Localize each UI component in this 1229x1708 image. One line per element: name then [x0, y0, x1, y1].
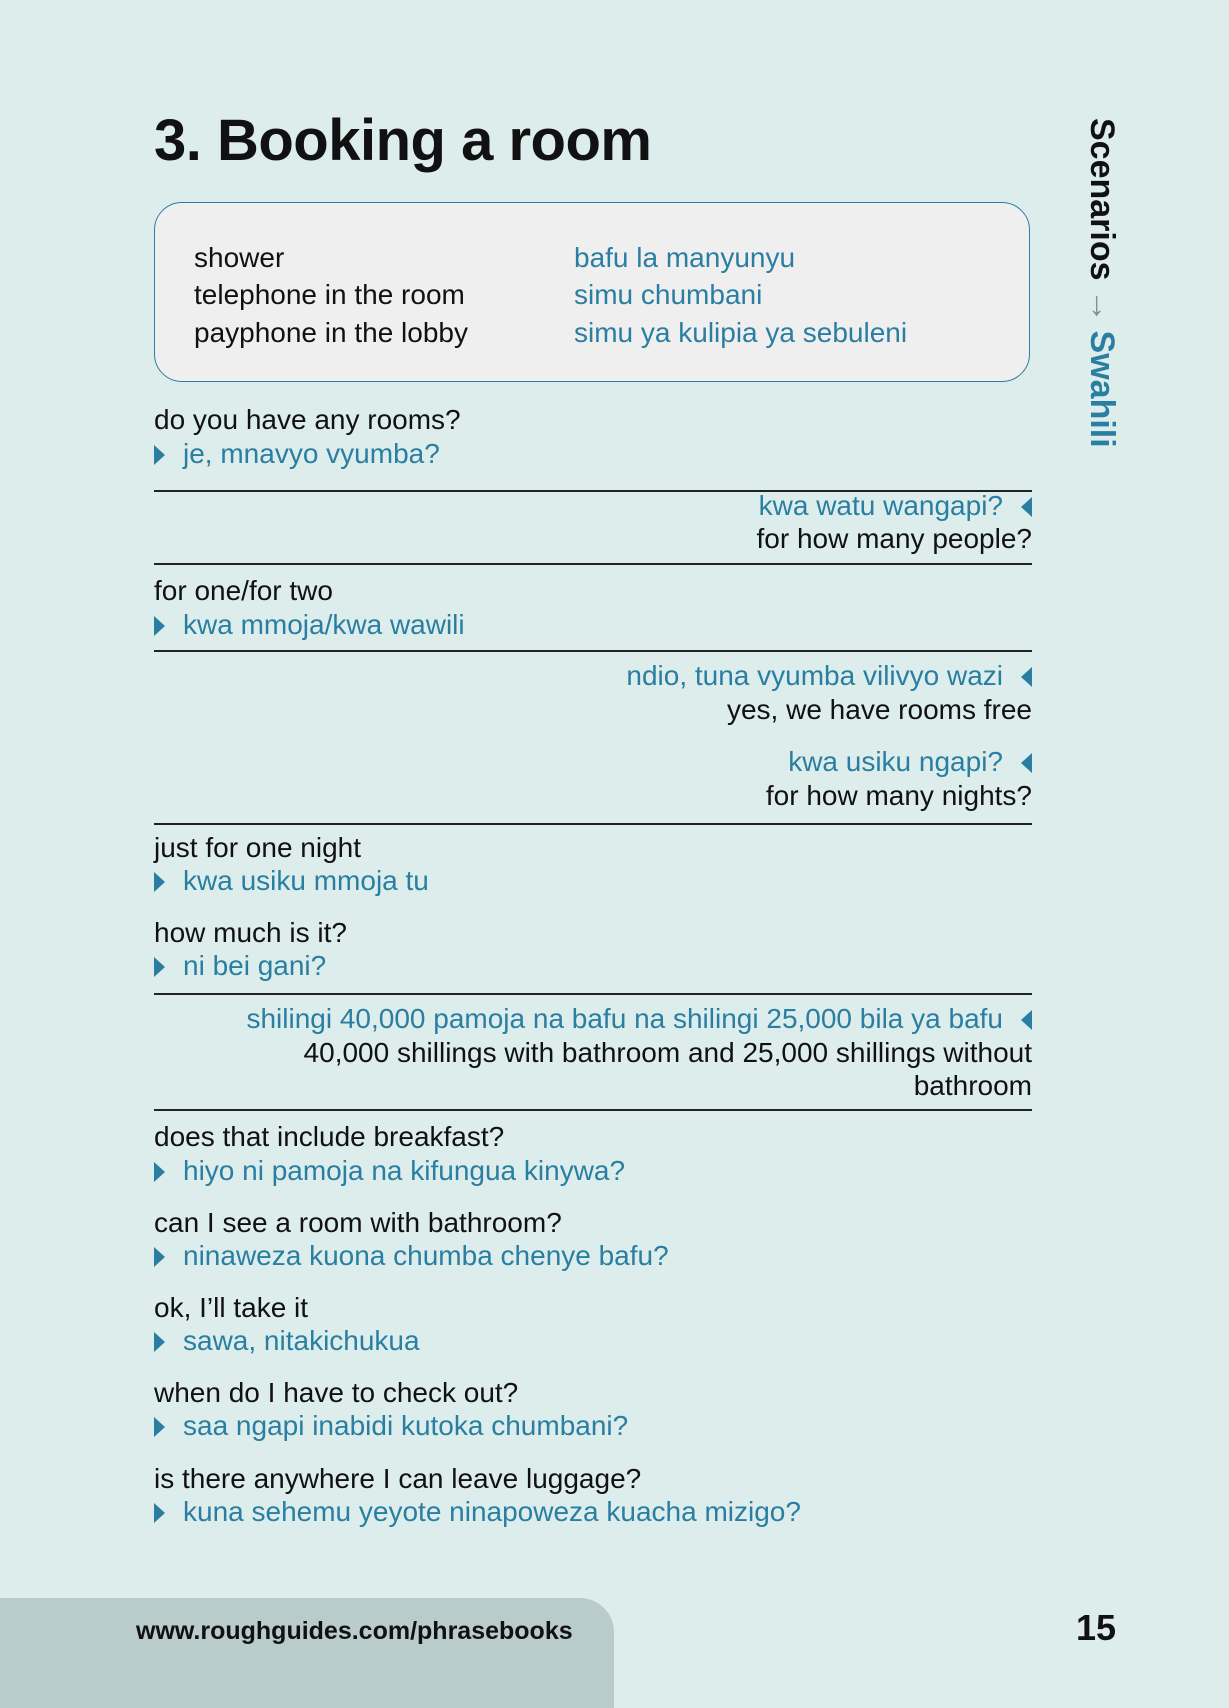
divider: [154, 650, 1032, 652]
section-side-label: [1082, 118, 1122, 448]
vocab-row: [194, 239, 994, 276]
phrase-swahili: [154, 1154, 1032, 1188]
speaker-arrow-right-icon: [154, 1247, 165, 1267]
vocab-swahili: bafu la manyunyu: [574, 242, 796, 273]
phrase-swahili: [154, 489, 1032, 523]
phrase-swahili-text: hiyo ni pamoja na kifungua kinywa?: [183, 1155, 626, 1186]
phrase-swahili: [154, 1324, 1032, 1358]
phrase-english: does that include breakfast?: [154, 1121, 505, 1152]
page-number: 15: [1076, 1607, 1117, 1648]
footer-url[interactable]: www.roughguides.com/phrasebooks: [136, 1617, 573, 1645]
phrase-english: ok, I’ll take it: [154, 1292, 309, 1323]
speaker-arrow-right-icon: [154, 872, 165, 892]
speaker-arrow-left-icon: [1021, 497, 1032, 517]
divider: [154, 993, 1032, 995]
vocab-english: telephone in the room: [194, 279, 465, 310]
vocab-row: [194, 276, 994, 313]
phrase-english: for how many nights?: [765, 780, 1032, 811]
phrase-swahili-text: kwa usiku ngapi?: [788, 746, 1003, 777]
divider: [154, 823, 1032, 825]
speaker-arrow-right-icon: [154, 1332, 165, 1352]
phrase-swahili-text: ninaweza kuona chumba chenye bafu?: [183, 1240, 669, 1271]
phrase-swahili: [154, 1409, 1032, 1443]
speaker-arrow-right-icon: [154, 616, 165, 636]
speaker-arrow-right-icon: [154, 1417, 165, 1437]
phrase-swahili-text: je, mnavyo vyumba?: [183, 438, 440, 469]
vocab-swahili: simu chumbani: [574, 279, 763, 310]
phrase-english: yes, we have rooms free: [726, 694, 1032, 725]
vocab-swahili: simu ya kulipia ya sebuleni: [574, 317, 908, 348]
phrase-english: can I see a room with bathroom?: [154, 1207, 562, 1238]
phrase-english: 40,000 shillings with bathroom and 25,000 shillings without bathroom: [303, 1037, 1032, 1101]
vocab-row: [194, 314, 994, 351]
vocabulary-box: [154, 202, 1030, 382]
divider: [154, 563, 1032, 565]
phrase-english: for how many people?: [756, 523, 1032, 554]
phrase-swahili: [154, 659, 1032, 693]
phrase-english: do you have any rooms?: [154, 404, 461, 435]
vocab-english: shower: [194, 242, 285, 273]
phrase-swahili: [154, 437, 1032, 471]
speaker-arrow-right-icon: [154, 445, 165, 465]
phrase-swahili: [154, 1002, 1032, 1036]
phrase-swahili: [154, 608, 1032, 642]
phrase-english: is there anywhere I can leave luggage?: [154, 1463, 642, 1494]
phrase-english: just for one night: [154, 832, 362, 863]
divider: [154, 1109, 1032, 1111]
speaker-arrow-left-icon: [1021, 1010, 1032, 1030]
phrase-swahili-text: shilingi 40,000 pamoja na bafu na shilingi 25,000 bila ya bafu: [246, 1003, 1003, 1034]
phrase-swahili-text: kwa mmoja/kwa wawili: [183, 609, 465, 640]
speaker-arrow-left-icon: [1021, 753, 1032, 773]
phrase-english: how much is it?: [154, 917, 347, 948]
phrase-swahili-text: kwa usiku mmoja tu: [183, 865, 429, 896]
speaker-arrow-right-icon: [154, 1162, 165, 1182]
speaker-arrow-right-icon: [154, 957, 165, 977]
speaker-arrow-right-icon: [154, 1503, 165, 1523]
phrase-swahili-text: kuna sehemu yeyote ninapoweza kuacha mizigo?: [183, 1496, 801, 1527]
phrase-swahili: [154, 864, 1032, 898]
phrase-swahili: [154, 745, 1032, 779]
phrase-swahili-text: sawa, nitakichukua: [183, 1325, 420, 1356]
phrase-swahili: [154, 1495, 1032, 1529]
phrase-swahili: [154, 1239, 1032, 1273]
phrase-swahili-text: ndio, tuna vyumba vilivyo wazi: [626, 660, 1003, 691]
vocab-english: payphone in the lobby: [194, 317, 468, 348]
section-label: Scenarios: [1083, 118, 1121, 281]
speaker-arrow-left-icon: [1021, 667, 1032, 687]
phrase-english: when do I have to check out?: [154, 1377, 519, 1408]
phrase-swahili-text: kwa watu wangapi?: [758, 490, 1003, 521]
language-label: Swahili: [1083, 330, 1121, 448]
phrase-english: for one/for two: [154, 575, 333, 606]
phrase-swahili-text: saa ngapi inabidi kutoka chumbani?: [183, 1410, 629, 1441]
arrow-right-icon: →: [1083, 288, 1121, 323]
phrase-swahili-text: ni bei gani?: [183, 950, 327, 981]
page-title: 3. Booking a room: [154, 108, 652, 173]
phrase-swahili: [154, 949, 1032, 983]
